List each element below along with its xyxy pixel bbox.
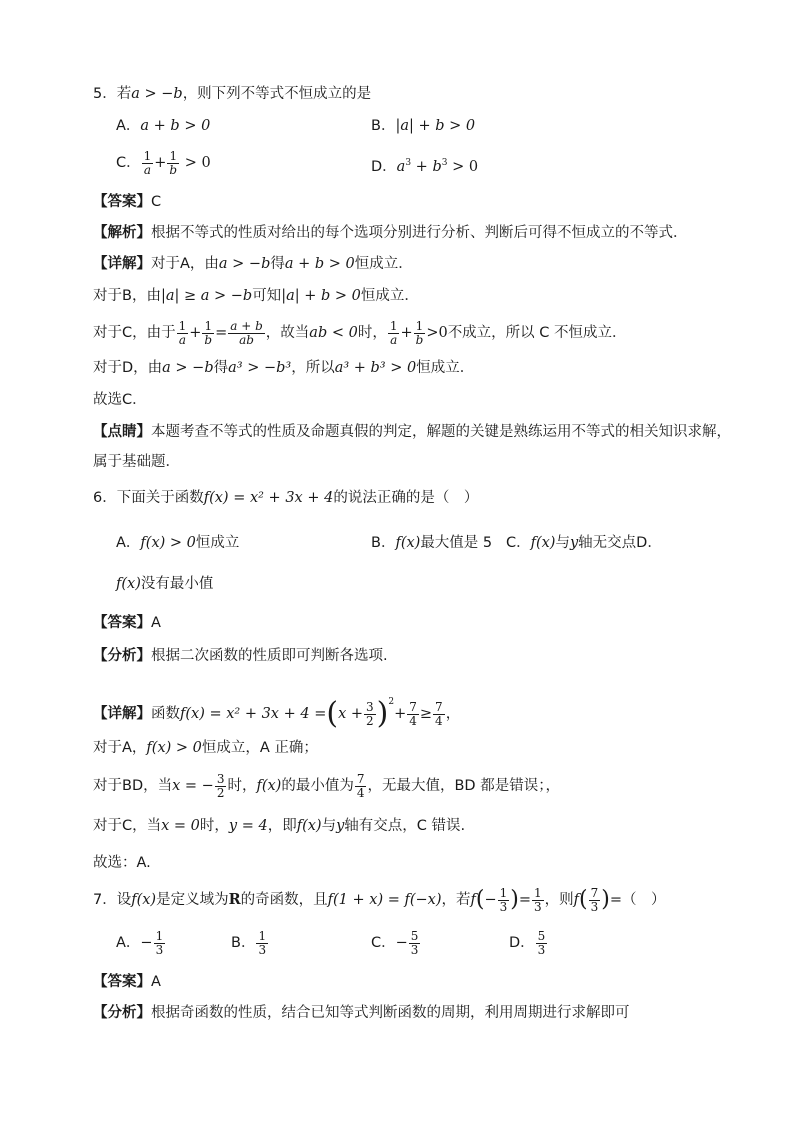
- q5-answer: 【答案】C: [93, 194, 162, 210]
- q5-option-b: B．|a| + b > 0: [371, 118, 476, 134]
- q6-answer: 【答案】A: [93, 615, 161, 631]
- q5-comment: 【点睛】本题考查不等式的性质及命题真假的判定，解题的关键是熟练运用不等式的相关知识求解，: [93, 424, 731, 440]
- q5-option-d: D．$a^3 + b^3 > 0$: [371, 158, 479, 175]
- q7-option-d: D． $\frac{5}{3}$: [509, 928, 546, 957]
- q7-analysis: 【分析】根据奇函数的性质，结合已知等式判断函数的周期，利用周期进行求解即可: [93, 1005, 630, 1021]
- q5-option-c: C． $\frac{1}{a}$ + $\frac{1}{b}$ > 0: [116, 148, 211, 177]
- q5-detail-3: 对于C，由于 $\frac{1}{a}$ + $\frac{1}{b}$ = $\frac{a + b}{ab}$ ，故当ab < 0时， $\frac{1}{a}$ + $\frac{1}{b}$ >0不成立，所以 C 不恒成立．: [93, 318, 627, 347]
- q6-option-b-c-d: B．f(x)最大值是 5 C．f(x)与y轴无交点D．: [371, 535, 662, 551]
- q6-line-c: 对于C，当x = 0时，y = 4，即f(x)与y轴有交点，C 错误.: [93, 818, 466, 834]
- q6-option-d-cont: f(x)没有最小值: [116, 576, 214, 592]
- q5-detail-4: 对于D，由a > −b得a³ > −b³，所以a³ + b³ > 0恒成立．: [93, 360, 475, 376]
- q5-stem: 5．若a > −b，则下列不等式不恒成立的是: [93, 86, 372, 102]
- q5-analysis: 【解析】根据不等式的性质对给出的每个选项分别进行分析、判断后可得不恒成立的不等式．: [93, 225, 688, 241]
- q7-answer: 【答案】A: [93, 974, 161, 990]
- q7-option-a: A．− $\frac{1}{3}$: [116, 928, 164, 957]
- q6-line-a: 对于A，f(x) > 0恒成立，A 正确；: [93, 740, 318, 756]
- q6-line-bd: 对于BD，当x = − $\frac{3}{2}$ 时，f(x)的最小值为 $\frac{7}{4}$ ，无最大值，BD 都是错误；，: [93, 771, 560, 800]
- q7-stem: 7．设f(x)是定义域为R的奇函数，且f(1 + x) = f(−x)，若f(− $\frac{1}{3}$ )= $\frac{1}{3}$ ，则f( $\frac{7}{3}$ )=（ ）: [93, 885, 666, 914]
- q6-detail: 【详解】函数f(x) = x² + 3x + 4 =(x + $\frac{3}{2}$ )$^2$+ $\frac{7}{4}$ ≥ $\frac{7}{4}$ ，: [93, 696, 461, 731]
- q6-choose: 故选：A.: [93, 855, 151, 871]
- q7-option-b: B． $\frac{1}{3}$: [231, 928, 267, 957]
- q5-option-a: A．a + b > 0: [116, 118, 211, 134]
- q5-detail-2: 对于B，由|a| ≥ a > −b可知|a| + b > 0恒成立．: [93, 288, 419, 304]
- q6-option-a: A．f(x) > 0恒成立: [116, 535, 240, 551]
- q6-analysis: 【分析】根据二次函数的性质即可判断各选项.: [93, 648, 388, 664]
- q6-stem: 6．下面关于函数f(x) = x² + 3x + 4的说法正确的是（ ）: [93, 490, 479, 506]
- q7-option-c: C．− $\frac{5}{3}$: [371, 928, 419, 957]
- q5-choose: 故选C．: [93, 392, 147, 408]
- q5-comment-cont: 属于基础题．: [93, 454, 180, 470]
- q5-detail-1: 【详解】对于A，由a > −b得a + b > 0恒成立．: [93, 256, 413, 272]
